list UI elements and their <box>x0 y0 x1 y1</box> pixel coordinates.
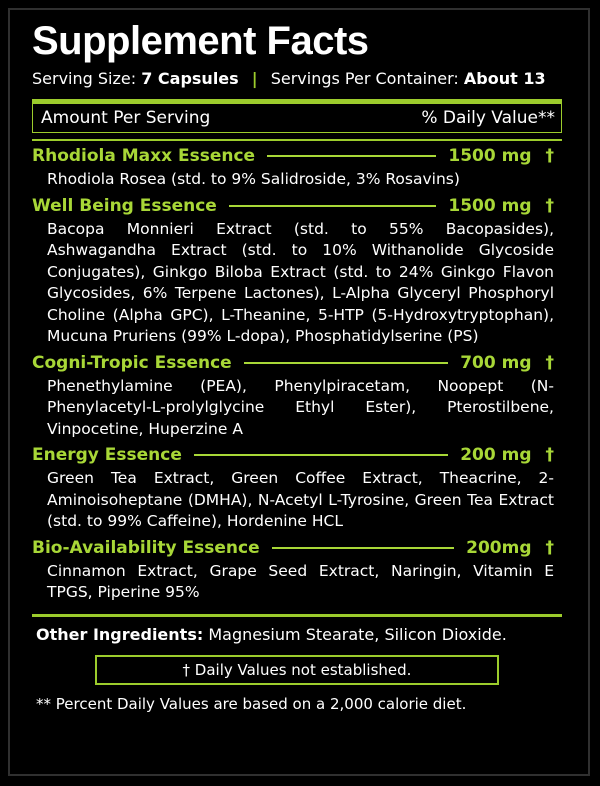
ingredient-section <box>32 350 562 441</box>
ingredient-section <box>32 193 562 348</box>
other-ingredients <box>32 623 562 647</box>
section-amount: 700 mg <box>460 352 532 373</box>
leader-line <box>229 205 437 207</box>
section-description: Green Tea Extract, Green Coffee Extract, Theacrine, 2-Aminoisoheptane (DMHA), N-Acetyl L-Tyrosine, Green Tea Extract (std. to 99% Caffeine), Hordenine HCL <box>47 469 554 530</box>
servings-per-container-label: Servings Per Container: <box>270 69 459 88</box>
section-amount: 200mg <box>466 537 532 558</box>
servings-per-container-value: About 13 <box>463 69 546 88</box>
section-heading <box>32 442 562 468</box>
daily-value-dagger: † <box>545 445 554 465</box>
section-name: Cogni-Tropic Essence <box>32 352 232 373</box>
ingredient-sections <box>32 143 562 604</box>
panel-title: Supplement Facts <box>32 19 369 63</box>
section-name: Rhodiola Maxx Essence <box>32 146 256 166</box>
supplement-facts-panel <box>32 18 562 715</box>
leader-line <box>194 454 448 456</box>
ingredient-section <box>32 143 562 191</box>
daily-value-dagger: † <box>545 146 554 166</box>
daily-value-footnote: ** Percent Daily Values are based on a 2,000 calorie diet. <box>36 694 467 713</box>
footer-divider <box>32 614 562 617</box>
section-heading <box>32 535 562 561</box>
section-description: Phenethylamine (PEA), Phenylpiracetam, Noopept (N-Phenylacetyl-L-prolylglycine Ethyl Ester), Pterostilbene, Vinpocetine, Huperzine A <box>47 376 554 438</box>
section-name: Energy Essence <box>32 445 182 465</box>
daily-value-dagger: † <box>545 352 554 373</box>
serving-separator: | <box>251 69 258 88</box>
other-ingredients-value: Magnesium Stearate, Silicon Dioxide. <box>208 624 507 644</box>
ingredient-section <box>32 535 562 604</box>
serving-size-value: 7 Capsules <box>141 69 239 88</box>
column-header-divider <box>32 139 562 141</box>
leader-line <box>244 362 449 364</box>
serving-info <box>32 68 562 90</box>
section-name: Bio-Availability Essence <box>32 537 260 558</box>
leader-line <box>272 547 455 549</box>
daily-value-header: % Daily Value** <box>421 108 555 128</box>
section-name: Well Being Essence <box>32 195 217 216</box>
section-heading <box>32 350 562 376</box>
amount-per-serving-row <box>32 104 562 133</box>
section-amount: 200 mg <box>460 445 532 465</box>
section-heading <box>32 193 562 219</box>
daily-value-dagger: † <box>545 537 554 558</box>
section-amount: 1500 mg <box>448 195 532 216</box>
daily-value-dagger: † <box>545 195 554 216</box>
serving-size-label: Serving Size: <box>32 69 137 88</box>
leader-line <box>267 155 436 157</box>
section-description: Bacopa Monnieri Extract (std. to 55% Bacopasides), Ashwagandha Extract (std. to 10% Withanolide Glycoside Conjugates), Ginkgo Biloba Extract (std. to 24% Ginkgo Flavon Glycosides, 6% Terpene Lactones), L-Alpha Glyceryl Phosphoryl Choline (Alpha GPC), L-Theanine, 5-HTP (5-Hydroxytryptophan), Mucuna Pruriens (99% L-dopa), Phosphatidylserine (PS) <box>47 219 554 345</box>
daily-values-notice: † Daily Values not established. <box>95 655 499 685</box>
other-ingredients-label: Other Ingredients: <box>36 624 204 644</box>
section-description: Cinnamon Extract, Grape Seed Extract, Naringin, Vitamin E TPGS, Piperine 95% <box>47 561 554 601</box>
section-heading <box>32 143 562 169</box>
section-amount: 1500 mg <box>448 146 532 166</box>
ingredient-section <box>32 442 562 533</box>
section-description: Rhodiola Rosea (std. to 9% Salidroside, 3% Rosavins) <box>47 170 460 188</box>
amount-per-serving-label: Amount Per Serving <box>41 108 211 128</box>
